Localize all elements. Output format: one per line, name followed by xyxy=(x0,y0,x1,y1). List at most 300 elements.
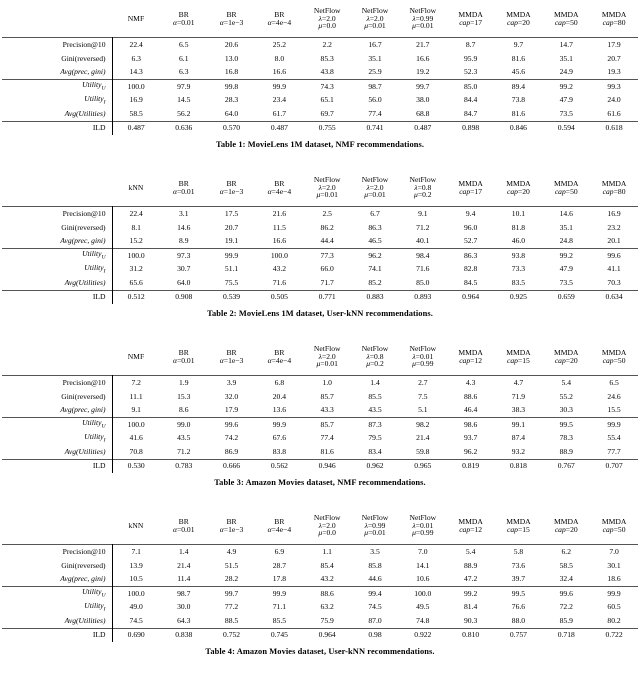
table-cell: 13.6 xyxy=(272,405,287,415)
column-header: NetFlow λ=2.0 μ=0.0 xyxy=(313,512,341,538)
table-cell: 19.1 xyxy=(224,236,239,246)
table-cell: 81.6 xyxy=(320,446,334,456)
column-header: NetFlow λ=0.99 μ=0.01 xyxy=(361,512,389,538)
table-cell: 78.3 xyxy=(559,433,573,443)
table-cell: 14.6 xyxy=(177,222,191,232)
row-label: Avg(prec, gini) xyxy=(2,572,112,586)
table-cell: 11.5 xyxy=(272,222,286,232)
table-row xyxy=(2,38,638,52)
table-cell: 81.6 xyxy=(511,53,526,63)
column-header: MMDA cap=20 xyxy=(554,516,579,534)
table-cell: 6.5 xyxy=(160,38,208,52)
table-cell: 0.562 xyxy=(255,459,303,473)
table-cell: 97.3 xyxy=(160,248,208,262)
table-cell: 0.964 xyxy=(303,628,351,642)
table-cell: 97.9 xyxy=(160,79,208,93)
table-cell: 49.0 xyxy=(129,602,143,612)
table-cell: 0.838 xyxy=(160,628,208,642)
table-cell: 4.3 xyxy=(447,376,495,390)
table-cell: 73.6 xyxy=(511,560,526,570)
table-cell: 86.2 xyxy=(320,222,334,232)
table-cell: 83.8 xyxy=(272,446,287,456)
table-cell: 46.5 xyxy=(368,236,382,246)
table-cell: 96.2 xyxy=(351,248,399,262)
table-cell: 49.5 xyxy=(416,602,430,612)
table-cell: 52.3 xyxy=(463,67,478,77)
table-cell: 43.5 xyxy=(177,433,191,443)
table-cell: 32.0 xyxy=(224,391,239,401)
table-cell: 71.7 xyxy=(320,277,334,287)
table-cell: 73.8 xyxy=(511,95,526,105)
table-cell: 6.1 xyxy=(179,53,189,63)
table-cell: 77.3 xyxy=(303,248,351,262)
table-row xyxy=(2,65,638,79)
table-cell: 64.3 xyxy=(177,615,191,625)
row-label: Avg(prec, gini) xyxy=(2,403,112,417)
table-cell: 58.5 xyxy=(129,108,143,118)
row-label: ILD xyxy=(2,121,112,135)
column-header: BR α=4e−4 xyxy=(267,516,292,534)
table-cell: 6.2 xyxy=(542,545,590,559)
table-cell: 99.6 xyxy=(542,586,590,600)
table-cell: 81.8 xyxy=(511,222,526,232)
table-cell: 1.1 xyxy=(303,545,351,559)
table-cell: 71.9 xyxy=(511,391,526,401)
table-cell: 0.487 xyxy=(112,121,160,135)
column-header: MMDA cap=20 xyxy=(506,9,531,27)
table-cell: 0.964 xyxy=(447,290,495,304)
table-cell: 98.7 xyxy=(351,79,399,93)
table-cell: 0.570 xyxy=(208,121,256,135)
row-label: Gini(reversed) xyxy=(2,221,112,235)
table-cell: 63.2 xyxy=(320,602,334,612)
table-cell: 25.2 xyxy=(255,38,303,52)
column-header: NetFlow λ=2.0 μ=0.01 xyxy=(313,174,341,200)
table-4 xyxy=(2,507,638,642)
table-cell: 7.1 xyxy=(112,545,160,559)
table-cell: 30.3 xyxy=(559,405,573,415)
column-header: BR α=1e−3 xyxy=(219,9,244,27)
table-cell: 21.7 xyxy=(399,38,447,52)
table-cell: 99.6 xyxy=(208,417,256,431)
table-cell: 74.3 xyxy=(303,79,351,93)
table-cell: 2.2 xyxy=(303,38,351,52)
table-cell: 82.8 xyxy=(463,264,478,274)
table-cell: 87.0 xyxy=(368,615,382,625)
table-cell: 15.2 xyxy=(129,236,143,246)
table-cell: 93.8 xyxy=(495,248,543,262)
table-cell: 45.6 xyxy=(511,67,526,77)
table-cell: 84.7 xyxy=(463,108,478,118)
column-header: NetFlow λ=0.8 μ=0.2 xyxy=(409,174,437,200)
row-label: Precision@10 xyxy=(2,376,112,390)
column-header: NetFlow λ=2.0 μ=0.01 xyxy=(313,343,341,369)
table-cell: 3.9 xyxy=(208,376,256,390)
table-cell: 6.9 xyxy=(255,545,303,559)
table-cell: 13.0 xyxy=(224,53,239,63)
table-cell: 0.659 xyxy=(542,290,590,304)
row-label: Precision@10 xyxy=(2,545,112,559)
table-row xyxy=(2,207,638,221)
table-cell: 66.0 xyxy=(320,264,334,274)
table-cell: 99.4 xyxy=(351,586,399,600)
table-cell: 16.6 xyxy=(272,236,287,246)
table-cell: 85.9 xyxy=(559,615,573,625)
table-cell: 38.3 xyxy=(511,405,526,415)
table-cell: 93.2 xyxy=(511,446,526,456)
table-cell: 99.9 xyxy=(255,586,303,600)
table-cell: 88.9 xyxy=(559,446,573,456)
table-cell: 99.8 xyxy=(208,79,256,93)
table-cell: 10.1 xyxy=(495,207,543,221)
row-label: Utility$_I$ xyxy=(2,93,112,107)
table-cell: 8.9 xyxy=(179,236,189,246)
table-cell: 0.846 xyxy=(495,121,543,135)
table-cell: 6.7 xyxy=(351,207,399,221)
table-cell: 99.0 xyxy=(160,417,208,431)
table-cell: 99.9 xyxy=(590,417,638,431)
table-cell: 0.767 xyxy=(542,459,590,473)
table-cell: 0.810 xyxy=(447,628,495,642)
table-cell: 6.3 xyxy=(179,67,189,77)
column-header: BR α=4e−4 xyxy=(267,9,292,27)
table-cell: 99.3 xyxy=(590,79,638,93)
table-cell: 51.5 xyxy=(224,560,239,570)
table-cell: 5.4 xyxy=(447,545,495,559)
table-cell: 0.965 xyxy=(399,459,447,473)
table-cell: 77.4 xyxy=(368,108,382,118)
table-cell: 17.9 xyxy=(590,38,638,52)
table-cell: 87.3 xyxy=(351,417,399,431)
table-cell: 76.6 xyxy=(511,602,526,612)
column-header: BR α=1e−3 xyxy=(219,178,244,196)
table-cell: 99.6 xyxy=(590,248,638,262)
row-label: Utility$_U$ xyxy=(2,586,112,600)
table-cell: 22.4 xyxy=(112,207,160,221)
table-cell: 2.7 xyxy=(399,376,447,390)
row-label: Avg(Utilities) xyxy=(2,445,112,459)
table-cell: 7.5 xyxy=(418,391,428,401)
table-cell: 88.9 xyxy=(463,560,478,570)
table-cell: 16.8 xyxy=(224,67,239,77)
row-label: Precision@10 xyxy=(2,38,112,52)
table-cell: 0.755 xyxy=(303,121,351,135)
table-header-row xyxy=(2,507,638,545)
table-cell: 71.1 xyxy=(272,602,287,612)
table-row xyxy=(2,628,638,642)
table-cell: 99.2 xyxy=(447,586,495,600)
table-cell: 30.1 xyxy=(607,560,621,570)
column-header: BR α=1e−3 xyxy=(219,347,244,365)
table-header-row xyxy=(2,0,638,38)
table-row xyxy=(2,52,638,66)
row-label: Precision@10 xyxy=(2,207,112,221)
table-cell: 3.1 xyxy=(160,207,208,221)
table-cell: 98.7 xyxy=(160,586,208,600)
table-cell: 25.9 xyxy=(368,67,382,77)
table-cell: 32.4 xyxy=(559,574,573,584)
table-row xyxy=(2,572,638,586)
table-cell: 0.898 xyxy=(447,121,495,135)
table-row xyxy=(2,459,638,473)
table-cell: 41.1 xyxy=(607,264,621,274)
table-cell: 7.0 xyxy=(590,545,638,559)
row-label: Utility$_I$ xyxy=(2,431,112,445)
table-cell: 24.8 xyxy=(559,236,573,246)
column-header: BR α=0.01 xyxy=(172,516,195,534)
table-cell: 24.0 xyxy=(607,95,621,105)
table-cell: 15.5 xyxy=(607,405,621,415)
row-label: Avg(prec, gini) xyxy=(2,65,112,79)
header-corner xyxy=(2,0,112,38)
table-cell: 38.0 xyxy=(416,95,430,105)
table-cell: 100.0 xyxy=(399,586,447,600)
table-cell: 28.7 xyxy=(272,560,287,570)
table-cell: 67.6 xyxy=(272,433,287,443)
table-cell: 0.722 xyxy=(590,628,638,642)
table-cell: 64.0 xyxy=(177,277,191,287)
table-cell: 46.0 xyxy=(511,236,526,246)
header-corner xyxy=(2,507,112,545)
column-header: NetFlow λ=0.01 μ=0.99 xyxy=(409,512,437,538)
table-cell: 0.618 xyxy=(590,121,638,135)
header-corner xyxy=(2,338,112,376)
column-header: NetFlow λ=2.0 μ=0.0 xyxy=(313,5,341,31)
column-header: kNN xyxy=(128,182,144,192)
table-cell: 35.1 xyxy=(559,53,573,63)
table-cell: 35.1 xyxy=(559,222,573,232)
table-cell: 14.7 xyxy=(542,38,590,52)
table-cell: 0.771 xyxy=(303,290,351,304)
table-cell: 71.6 xyxy=(272,277,287,287)
table-cell: 0.487 xyxy=(255,121,303,135)
table-caption: Table 1: MovieLens 1M dataset, NMF recommendations. xyxy=(215,140,425,150)
table-cell: 71.6 xyxy=(416,264,430,274)
column-header: MMDA cap=12 xyxy=(458,516,483,534)
table-cell: 31.2 xyxy=(129,264,143,274)
table-row xyxy=(2,121,638,135)
table-2-block xyxy=(0,169,640,338)
table-cell: 85.4 xyxy=(320,560,334,570)
table-cell: 77.7 xyxy=(607,446,621,456)
column-header: MMDA cap=15 xyxy=(506,347,531,365)
table-cell: 88.0 xyxy=(511,615,526,625)
column-header: NetFlow λ=0.8 μ=0.2 xyxy=(361,343,389,369)
table-cell: 74.1 xyxy=(368,264,382,274)
table-cell: 30.7 xyxy=(177,264,191,274)
table-row xyxy=(2,586,638,600)
table-cell: 85.5 xyxy=(272,615,287,625)
table-cell: 85.7 xyxy=(303,417,351,431)
table-cell: 0.690 xyxy=(112,628,160,642)
header-corner xyxy=(2,169,112,207)
column-header: BR α=0.01 xyxy=(172,178,195,196)
table-cell: 17.5 xyxy=(208,207,256,221)
row-label: Utility$_U$ xyxy=(2,79,112,93)
table-cell: 88.5 xyxy=(224,615,239,625)
table-caption: Table 4: Amazon Movies dataset, User-kNN recommendations. xyxy=(205,647,435,657)
table-cell: 47.9 xyxy=(559,264,573,274)
table-cell: 0.922 xyxy=(399,628,447,642)
column-header: NMF xyxy=(127,351,145,361)
table-row xyxy=(2,417,638,431)
table-cell: 52.7 xyxy=(463,236,478,246)
table-cell: 20.6 xyxy=(208,38,256,52)
row-label: ILD xyxy=(2,290,112,304)
row-label: Utility$_I$ xyxy=(2,262,112,276)
table-row xyxy=(2,221,638,235)
table-cell: 9.7 xyxy=(495,38,543,52)
row-label: Avg(prec, gini) xyxy=(2,234,112,248)
table-cell: 16.6 xyxy=(416,53,430,63)
table-cell: 16.6 xyxy=(272,67,287,77)
table-cell: 14.5 xyxy=(177,95,191,105)
table-cell: 56.2 xyxy=(177,108,191,118)
table-cell: 77.2 xyxy=(224,602,239,612)
table-cell: 74.2 xyxy=(224,433,239,443)
table-cell: 0.752 xyxy=(208,628,256,642)
table-cell: 72.2 xyxy=(559,602,573,612)
table-cell: 20.4 xyxy=(272,391,287,401)
table-cell: 17.9 xyxy=(224,405,239,415)
table-cell: 73.3 xyxy=(511,264,526,274)
table-cell: 85.5 xyxy=(368,391,382,401)
table-cell: 1.0 xyxy=(303,376,351,390)
table-cell: 74.5 xyxy=(368,602,382,612)
table-cell: 40.1 xyxy=(416,236,430,246)
column-header: NMF xyxy=(127,13,145,23)
table-cell: 7.2 xyxy=(112,376,160,390)
column-header: kNN xyxy=(128,520,144,530)
table-3 xyxy=(2,338,638,473)
table-cell: 71.2 xyxy=(177,446,191,456)
table-row xyxy=(2,445,638,459)
table-cell: 81.4 xyxy=(463,602,478,612)
column-header: BR α=1e−3 xyxy=(219,516,244,534)
table-cell: 98.6 xyxy=(447,417,495,431)
row-label: Avg(Utilities) xyxy=(2,107,112,121)
table-row xyxy=(2,600,638,614)
column-header: MMDA cap=12 xyxy=(458,347,483,365)
table-row xyxy=(2,376,638,390)
table-cell: 18.6 xyxy=(607,574,621,584)
table-cell: 16.9 xyxy=(590,207,638,221)
column-header: MMDA cap=80 xyxy=(601,178,627,196)
table-cell: 41.6 xyxy=(129,433,143,443)
column-header: NetFlow λ=0.01 μ=0.99 xyxy=(409,343,437,369)
table-caption: Table 2: MovieLens 1M dataset, User-kNN recommendations. xyxy=(207,309,433,319)
table-cell: 15.3 xyxy=(177,391,191,401)
table-row xyxy=(2,431,638,445)
table-cell: 17.8 xyxy=(272,574,287,584)
table-cell: 86.3 xyxy=(368,222,382,232)
table-cell: 85.2 xyxy=(368,277,382,287)
table-cell: 46.4 xyxy=(463,405,478,415)
table-cell: 0.783 xyxy=(160,459,208,473)
table-cell: 99.7 xyxy=(399,79,447,93)
table-cell: 85.0 xyxy=(416,277,430,287)
table-cell: 88.6 xyxy=(463,391,478,401)
table-cell: 19.3 xyxy=(607,67,621,77)
table-cell: 100.0 xyxy=(112,248,160,262)
table-cell: 19.2 xyxy=(416,67,430,77)
table-cell: 93.7 xyxy=(463,433,478,443)
table-cell: 8.7 xyxy=(447,38,495,52)
table-cell: 8.6 xyxy=(179,405,189,415)
column-header: BR α=0.01 xyxy=(172,347,195,365)
table-cell: 22.4 xyxy=(112,38,160,52)
table-cell: 87.4 xyxy=(511,433,526,443)
table-3-block xyxy=(0,338,640,507)
table-cell: 47.9 xyxy=(559,95,573,105)
table-cell: 9.4 xyxy=(447,207,495,221)
table-cell: 28.3 xyxy=(224,95,239,105)
table-cell: 3.5 xyxy=(351,545,399,559)
table-cell: 0.707 xyxy=(590,459,638,473)
table-cell: 83.5 xyxy=(511,277,526,287)
table-cell: 99.5 xyxy=(542,417,590,431)
table-cell: 60.5 xyxy=(607,602,621,612)
table-row xyxy=(2,390,638,404)
table-cell: 77.4 xyxy=(320,433,334,443)
table-cell: 99.7 xyxy=(208,586,256,600)
table-cell: 65.1 xyxy=(320,95,334,105)
table-cell: 20.7 xyxy=(607,53,621,63)
table-cell: 85.3 xyxy=(320,53,334,63)
table-cell: 61.7 xyxy=(272,108,287,118)
table-cell: 58.5 xyxy=(559,560,573,570)
table-cell: 85.0 xyxy=(447,79,495,93)
table-cell: 39.7 xyxy=(511,574,526,584)
table-row xyxy=(2,93,638,107)
table-cell: 23.2 xyxy=(607,222,621,232)
row-label: Gini(reversed) xyxy=(2,559,112,573)
table-row xyxy=(2,234,638,248)
table-cell: 84.5 xyxy=(463,277,478,287)
table-cell: 10.6 xyxy=(416,574,430,584)
table-cell: 85.7 xyxy=(320,391,334,401)
table-cell: 90.3 xyxy=(463,615,478,625)
table-cell: 99.2 xyxy=(542,79,590,93)
table-cell: 86.9 xyxy=(224,446,239,456)
table-cell: 80.2 xyxy=(607,615,621,625)
table-cell: 21.6 xyxy=(255,207,303,221)
column-header: MMDA cap=50 xyxy=(554,9,579,27)
table-cell: 100.0 xyxy=(112,417,160,431)
table-cell: 6.8 xyxy=(255,376,303,390)
table-row xyxy=(2,262,638,276)
table-cell: 0.666 xyxy=(208,459,256,473)
table-cell: 88.6 xyxy=(303,586,351,600)
table-cell: 43.8 xyxy=(320,67,334,77)
table-2 xyxy=(2,169,638,304)
column-header: MMDA cap=20 xyxy=(506,178,531,196)
table-cell: 0.741 xyxy=(351,121,399,135)
table-cell: 0.946 xyxy=(303,459,351,473)
table-cell: 0.962 xyxy=(351,459,399,473)
table-cell: 0.594 xyxy=(542,121,590,135)
table-header-row xyxy=(2,338,638,376)
table-cell: 98.2 xyxy=(399,417,447,431)
table-cell: 56.0 xyxy=(368,95,382,105)
table-1-block xyxy=(0,0,640,169)
table-cell: 24.9 xyxy=(559,67,573,77)
table-row xyxy=(2,559,638,573)
table-cell: 96.2 xyxy=(463,446,478,456)
table-cell: 0.512 xyxy=(112,290,160,304)
table-cell: 1.4 xyxy=(351,376,399,390)
table-cell: 7.0 xyxy=(399,545,447,559)
